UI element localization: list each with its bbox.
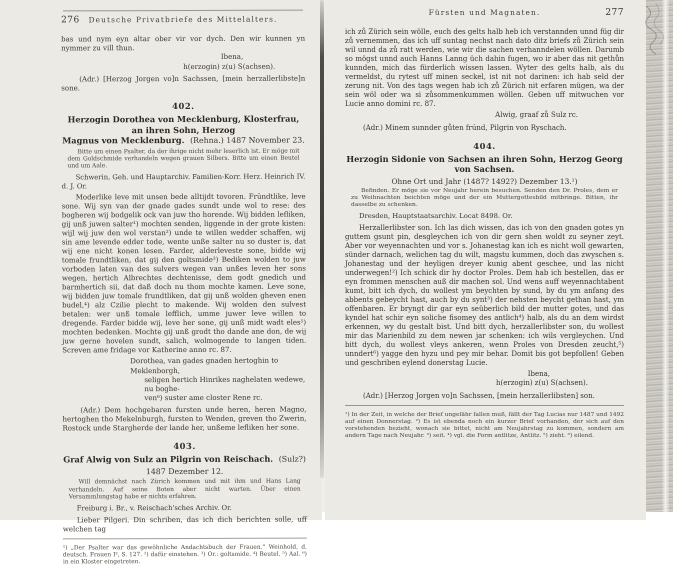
letter-404-body: Herzallerlibster son. Ich las dich wissen, das ich von den gnaden gotes yn guttem gsunt pin, desgleychen ich von dir gern shen woldt zu seyner zeyt. Aber vor weyennachten und vor s. Johanestag kan ich es nicht woll gewarten, sünder darnach, welichen tag du wilt, magstu kummen, doch das zwyschen s. Johanestag und der heyligen dreyer kunig abent geschee, und las nicht underwegen!²) Ich schick dir hy doctor Proles. Dem hab ich bestellen, das er eyn frommen menschen auß dir machen sol. Und wens auff weyennachtabent kumt, bitt ich dych, du wollest ym beychten by sund, by du ym anfang des abbents gebeycht hast, auch by du synt³) der nehsten beycht gethan hast, ym offenbaren. Er bryngt dir gar eyn seüberlich bild der mutter gotes, und das kyndel hat schir eyn soliche fisomey des antlich⁴) halb, als du an dem wirdst erkennen, wy du gestalt bist. Und bitt dych, herzallerlibster son, du wollest mir das Marienbild zu dem newen jar schenken: ich wils vergleychen. Und bitt dych, du wollest vleys ankeren, wenn Proles von Dresden zeucht,⁵) unndert⁶) yagge den hyzu und pey mir behar. Domit bis got bepfollen! Geben und geschriben eylend donerstag Lucie. [345, 223, 624, 367]
book-gutter-shadow [320, 0, 324, 478]
letter-402-archive: Schwerin, Geh. und Hauptarchiv. Familien-Korr. Herz. Heinrich IV. d. J. Or. [61, 172, 306, 191]
page-edge-highlight [662, 0, 669, 512]
letter-404-title: Herzogin Sidonie von Sachsen an ihren Sohn, Herzog Georg von Sachsen. [346, 153, 623, 174]
prev-letter-address: (Adr.) [Herzog Jorgen vo]n Sachssen, [mein herzallerlibste]n sone. [61, 74, 306, 93]
letter-402-regest: Bitte um einen Psalter, da der ihrige nicht mehr leserlich ist. Er möge mit dem Goldschmide verhandeln wegen grauen Silbers. Bitte um einen Beutel und um Aale. [67, 148, 300, 170]
page-277 [325, 0, 646, 520]
letter-403-title: Graf Alwig von Sulz an Pilgrin von Reischach. [63, 454, 274, 465]
letter-403-signature: Alwig, graaf zů Sulz rc. [495, 111, 578, 119]
letter-403-archive: Freiburg i. Br., v. Reischach'sches Archiv. Or. [76, 504, 232, 513]
footnotes-right: ¹) In der Zeit, in welche der Brief ungefähr fallen muß, fällt der Tag Lucias nur 1487 und 1492 auf einen Donnerstag. ²) Es ist ebenda noch ein kurzer Brief vorhanden, der sich auf den vorstehenden bezieht, wonach sie bittet, nicht am Neujahrstag zu kommen, sondern am andern Tage nach Neujahr. ³) seit. ⁴) vgl. die Form antlitze, Antlitz. ⁵) zieht. ⁶) eilend. [345, 411, 624, 440]
letter-402-title-line2: Magnus von Mecklenburg. [62, 134, 185, 146]
letter-402-date: (Rehna.) 1487 November 23. [190, 135, 305, 145]
scan-edge-scribble [640, 2, 670, 62]
letter-402-body: Moderlike leve mit unsen bede alltijdt tovoren. Fründtlike, leve sone. Wij syn van der gnade gades sundt unde wol to rese: des bogheren wij bodgelik ock van juw tho horende. Wij bidden lefliken, gij unß juwen salter¹) mochten senden, liggende in der grote kisten: wijl wij juw den wol verstan²) unde te willen wedder schaffen, wij sin ame levende edder tode, wente unße salter nu so duster is, dat wij ene nicht konen lesen. Farder, alderleveste sone, bidde wij tomale frundtliken, dat gij den goltsmide³) Bediken wolden to juw vorboden laten van des sulvers wegen van unßes leven her sons wegen, hertich Albrechtes dechtenisse, dem godt gnedich und barmhertich sii, dat daß doch nu thom mochte kamen. Leve sone, wij bidden juw tomale frundtliken, dat gij unß wolden gheven enen budel,⁴) alz Czilie plecht to makende. Wij wolden den sulvest betalen: wer unß tomale lefflich, umme juwer leve willen to dregende. Farder bidde wij, leve her sone, gij unß midt wadt eles⁵) mochten bedenken. Mochte gij unß grodt tho dande ane don, de wij juw gerne hovelen sundt, salich, wolmogende to langen tiden. Screven ame fridage vor Katherine anno rc. 87. [61, 192, 307, 355]
header-left [61, 15, 305, 29]
header-rule-left [63, 10, 303, 12]
letter-404-address: (Adr.) [Herzog Jorgen vo]n Sachssen, [mein herzallerlibsten] son. [363, 391, 595, 400]
letter-403-body-start: Lieber Pilgeri. Din schriben, das ich dich berichten solle, uff welchen tag [62, 515, 307, 534]
prev-letter-signature-name: Ibena, [220, 52, 244, 61]
page-277-content [345, 8, 624, 441]
letter-403-date: (Sulz?) 1487 Dezember 12. [145, 454, 306, 477]
letter-402-signature-line3: ven⁶) suster ame closter Rene rc. [144, 393, 263, 403]
letter-403-regest: Will demnächst nach Zürich kommen und mit ihm und Hans Lang verhandeln. Auf seine Boten aber nicht warten. Über einen Versammlungstag habe er nichts erfahren. [68, 479, 301, 501]
page-edge-texture [646, 0, 673, 512]
letter-404-number: 404. [473, 140, 496, 151]
prev-letter-signature-title: h(erzogin) z(u) S(achsen). [183, 62, 276, 71]
letter-403-address: (Adr.) Minem sunnder gůten frúnd, Pilgrin von Ryschach. [363, 123, 567, 132]
running-head-right: Fürsten und Magnaten. [428, 8, 541, 17]
prev-letter-body: bas und nym eyn altar ober vir vor dych. Den wir kunnen yn nymmer zu vill thun. [61, 34, 306, 53]
letter-404-regest: Befinden. Er möge sie vor Neujahr herein besuchen. Senden den Dr. Proles, dem er zu Weihnachten beichten möge und der ein Muttergottesbild mitbringe. Bitten, ihr dasselbe zu schenken. [351, 187, 618, 209]
letter-402-number: 402. [172, 100, 195, 112]
page-number-right: 277 [605, 8, 624, 18]
letter-402-address: (Adr.) Dem hochgebaren fursten unde heren, heren Magno, hertoghen tho Mekelnburgh, fursten to Wenden, greven tho Zwerin, Rostock unde Stargherde der lande her, unßeme lefliken her sone. [62, 405, 307, 433]
footnotes-left: ¹) „Der Psalter war das gewöhnliche Andachtsbuch der Frauen.“ Weinhold, d. deutsch. Frauen I², S. 127. ²) dafür einstehen. ³) Or.: goltsmide. ⁴) Beutel. ⁵) Aal. ⁶) in ein Kloster eingetreten. [62, 544, 307, 566]
letter-404-signature-name: Ibena, [527, 369, 550, 378]
page-276-content [61, 10, 307, 567]
letter-404-title-row [345, 154, 624, 175]
running-head-left: Deutsche Privatbriefe des Mittelalters. [88, 14, 278, 25]
letter-404-subtitle: Ohne Ort und Jahr (1487? 1492?) Dezember 13.¹) [391, 176, 578, 186]
letter-402-title [61, 114, 305, 147]
footnote-rule-left [63, 537, 307, 539]
letter-402-signature-line1: Dorothea, van gades gnaden hertoghin to Meklenborgh, [130, 357, 279, 375]
header-right [345, 8, 624, 21]
letter-403-number: 403. [173, 441, 196, 452]
footnote-rule-right [345, 405, 624, 406]
page-276 [0, 0, 322, 566]
letter-403-title-row [63, 454, 307, 478]
letter-403-continuation-body: ich zů Zürich sein wölle, euch des gelts halb heb ich verstannden unnd füg dir zů vernemmen, das ich uff suntag nechst nach dato ditz briefs zů Zürich sein wil unnd da zů ratt werden, wie wir die sachen verhanndelen wöllen. Darumb so mögst unnd auch Hanns Lanng üch dahin fugen, wo ir aber das nit gethůn kunnden, mich das fürderlich wissen lassen. Wyter des gelts halb, als du vermeldst, du rytest uff minen seckel, ist nit not darinen: ich hab seld der zerung nit. Von des tags wegen hab ich zů Zürich nit erfaren mügen, wa der sein wöl oder wa si zůsommenkummen wöllen. Geben uff mitwuchen vor Lucie anno domini rc. 87. [345, 28, 624, 108]
letter-404-archive: Dresden, Hauptstaatsarchiv. Locat 8498. Or. [359, 212, 513, 221]
letter-402-title-line1: Herzogin Dorothea von Mecklenburg, Klosterfrau, an ihren Sohn, Herzog [67, 113, 300, 135]
page-number-left: 276 [61, 15, 80, 26]
letter-402-signature-line2: seligen hertich Hinrikes naghelaten wedewe, nu boghe- [144, 375, 306, 394]
letter-404-signature-title: h(erzogin) z(u) S(achsen). [495, 379, 588, 388]
letter-402-signature [130, 357, 306, 404]
